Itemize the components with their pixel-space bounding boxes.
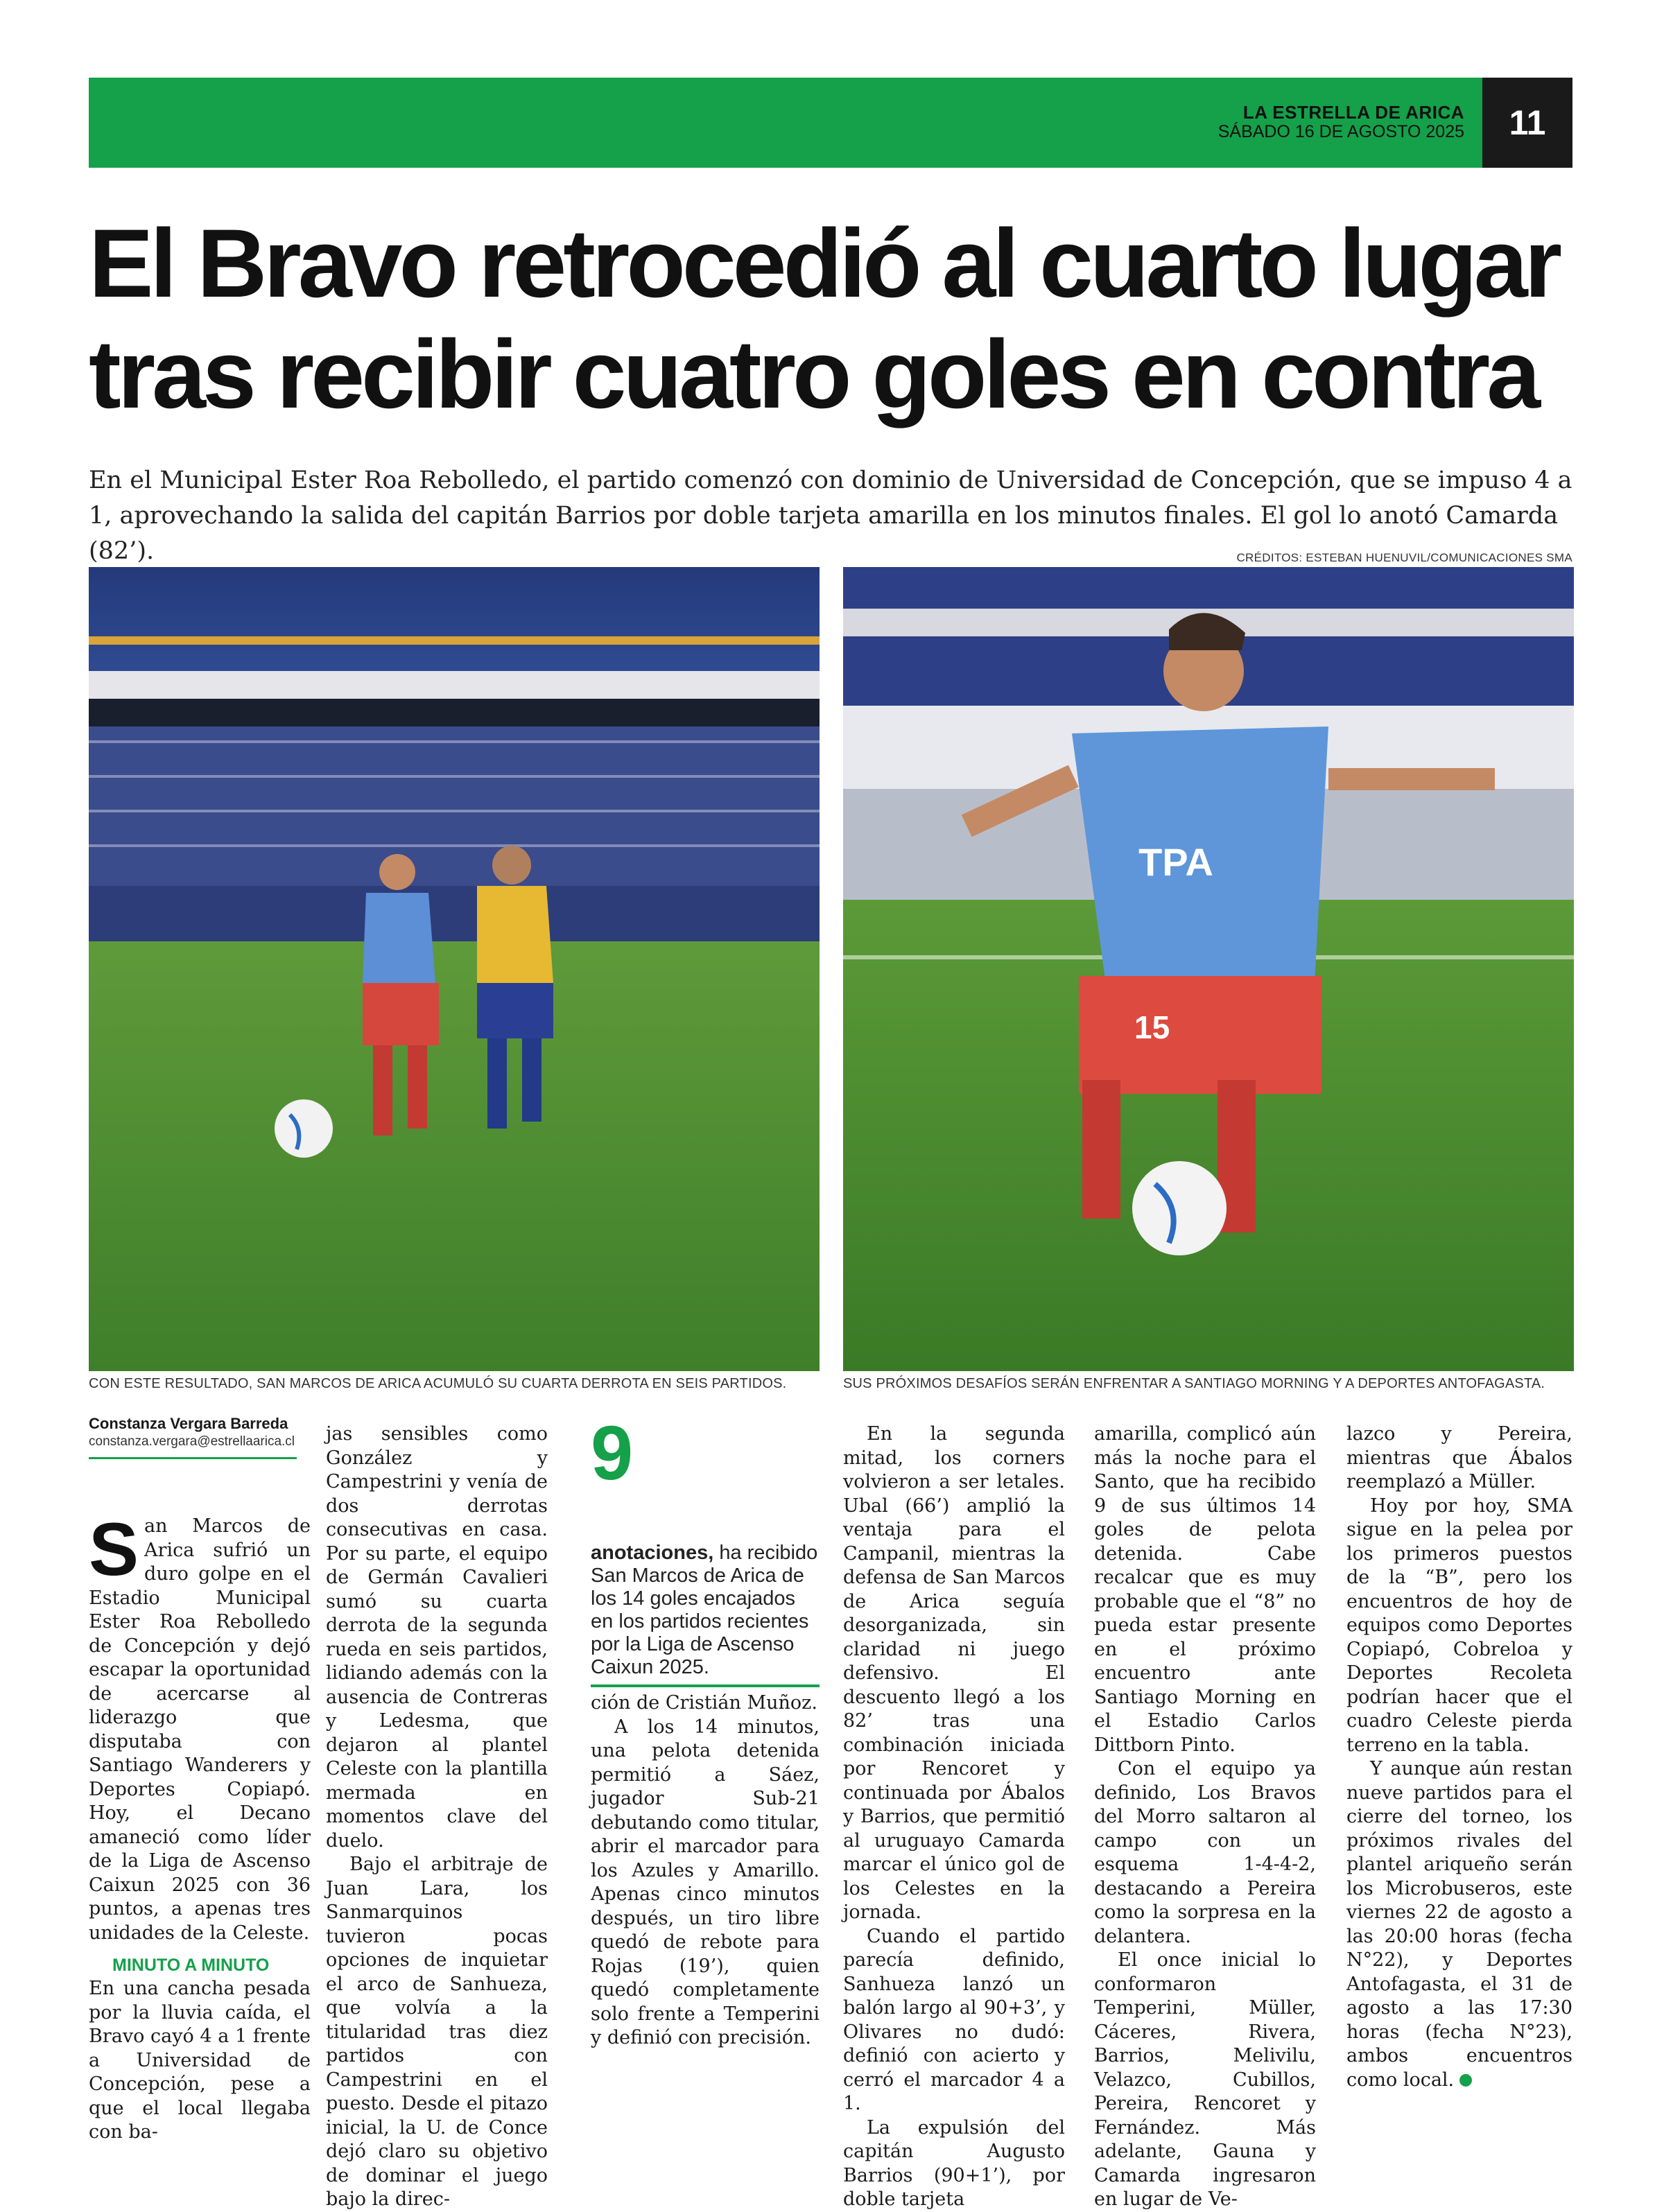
byline-rule	[89, 1457, 297, 1459]
paragraph-text: Y aunque aún restan nueve partidos para el cierre del torneo, los próximos rivales del plantel ariqueño serán los Microbuseros, este viernes 22 de agosto a las 20:00 horas (fecha N°22), y Deportes Antofagasta, el 31 de agosto a las 17:30 horas (fecha N°23), ambos encuentros como local.	[1346, 1758, 1572, 2091]
article-paragraph: Con el equipo ya definido, Los Bravos del Morro saltaron al campo con un esquema 1-4-4-2, destacando a Pereira como la sorpresa en la delantera.	[1094, 1758, 1316, 1947]
article-paragraph: Bajo el arbitraje de Juan Lara, los Sanmarquinos tuvieron pocas opciones de inquietar el arco de Sanhueza, que volvía a la titularidad tras diez partidos con Campestrini en el puesto. Desde el pitazo inicial, la U. de Conce dejó claro su objetivo de dominar el juego bajo la direc-	[326, 1854, 548, 2210]
article-paragraph: Cuando el partido parecía definido, Sanhueza lanzó un balón largo al 90+3’, y Olivares no dudó: definió con acierto y cerró el marcador 4 a 1.	[843, 1925, 1065, 2114]
author-name: Constanza Vergara Barreda	[89, 1415, 288, 1432]
stat-description: ha recibido San Marcos de Arica de los 14 goles encajados en los partidos recientes por la Liga de Ascenso Caixun 2025.	[591, 1542, 818, 1678]
stat-callout	[591, 1411, 820, 1687]
article-column-6	[1346, 1422, 1572, 2092]
paragraph-text: an Marcos de Arica sufrió un duro golpe en el Estadio Municipal Ester Roa Rebolledo de Concepción y dejó escapar la oportunidad de acercarse al liderazgo que disputaba con Santiago Wanderers y Deportes Copiapó. Hoy, el Decano amaneció como líder de la Liga de Ascenso Caixun 2025 con 36 puntos, a apenas tres unidades de la Celeste.	[89, 1515, 311, 1944]
deck-summary: En el Municipal Ester Roa Rebolledo, el partido comenzó con dominio de Universidad de Concepción, que se impuso 4 a 1, aprovechando la salida del capitán Barrios por doble tarjeta amarilla en los minutos finales. El gol lo anotó Camarda (82’).	[89, 467, 1572, 565]
paper-name: LA ESTRELLA DE ARICA	[1242, 102, 1464, 123]
article-column-1	[89, 1507, 311, 2145]
byline	[89, 1414, 305, 1459]
stat-number: 9	[591, 1411, 634, 1496]
photo-player-kick	[843, 567, 1574, 1371]
article-paragraph	[89, 1507, 311, 1945]
article-paragraph: jas sensibles como González y Campestrini y venía de dos derrotas consecutivas en casa. Por su parte, el equipo de Germán Cavalieri sumó su cuarta derrota de la segunda rueda en seis partidos, lidiando además con la ausencia de Contreras y Ledesma, que dejaron al plantel Celeste con la plantilla mermada en momentos clave del duelo.	[326, 1423, 548, 1852]
article-column-3	[591, 1691, 820, 2050]
headline-line-1: El Bravo retrocedió al cuarto lugar	[89, 209, 1559, 317]
photo-match-action	[89, 567, 820, 1371]
headline-line-2: tras recibir cuatro goles en contra	[89, 320, 1538, 428]
photo-caption-left: CON ESTE RESULTADO, SAN MARCOS DE ARICA ACUMULÓ SU CUARTA DERROTA EN SEIS PARTIDOS.	[89, 1376, 787, 1391]
article-paragraph: ción de Cristián Muñoz.	[591, 1692, 817, 1714]
stat-text	[591, 1542, 820, 1679]
article-paragraph: En una cancha pesada por la lluvia caída, el Bravo cayó 4 a 1 frente a Universidad de Concepción, pese a que el local llegaba con ba-	[89, 1978, 311, 2143]
headline	[89, 208, 1579, 430]
article-paragraph: Hoy por hoy, SMA sigue en la pelea por los primeros puestos de la “B”, pero los encuentros de hoy de equipos como Deportes Copiapó, Cobreloa y Deportes Recoleta podrían hacer que el cuadro Celeste pierda terreno en la tabla.	[1346, 1495, 1572, 1756]
article-paragraph: En la segunda mitad, los corners volvieron a ser letales. Ubal (66’) amplió la ventaja para el Campanil, mientras la defensa de San Marcos de Arica seguía desorganizada, sin claridad ni juego defensivo. El descuento llegó a los 82’ tras una combinación iniciada por Rencoret y continuada por Ábalos y Barrios, que permitió al uruguayo Camarda marcar el único gol de los Celestes en la jornada.	[843, 1423, 1065, 1923]
stat-rule	[591, 1684, 820, 1687]
issue-date: SÁBADO 16 DE AGOSTO 2025	[1217, 122, 1464, 141]
article-column-4	[843, 1422, 1065, 2212]
article-paragraph: A los 14 minutos, una pelota detenida permitió a Sáez, jugador Sub-21 debutando como titular, abrir el marcador para los Azules y Amarillo. Apenas cinco minutos después, un tiro libre quedó de rebote para Rojas (19’), quien quedó completamente solo frente a Temperini y definió con precisión.	[591, 1716, 820, 2048]
article-column-5	[1094, 1422, 1316, 2212]
page-number: 11	[1482, 78, 1572, 168]
article-paragraph: La expulsión del capitán Augusto Barrios (90+1’), por doble tarjeta	[843, 2116, 1065, 2210]
article-paragraph: lazco y Pereira, mientras que Ábalos reemplazó a Müller.	[1346, 1423, 1572, 1492]
end-mark-icon	[1459, 2074, 1472, 2087]
article-paragraph: El once inicial lo conformaron Temperini, Müller, Cáceres, Rivera, Barrios, Melivilu, Velazco, Cubillos, Pereira, Rencoret y Fernández. Más adelante, Gauna y Camarda ingresaron en lugar de Ve-	[1094, 1949, 1316, 2210]
article-paragraph: amarilla, complicó aún más la noche para el Santo, que ha recibido 9 de sus últimos 14 goles de pelota detenida. Cabe recalcar que es muy probable que el “8” no pueda estar presente en el próximo encuentro ante Santiago Morning en el Estadio Carlos Dittborn Pinto.	[1094, 1423, 1316, 1756]
article-column-2	[326, 1422, 548, 2212]
header-bar	[89, 78, 1482, 168]
photo-credits: CRÉDITOS: ESTEBAN HUENUVIL/COMUNICACIONES SMA	[1236, 551, 1572, 564]
masthead	[1218, 103, 1464, 141]
photo-caption-right: SUS PRÓXIMOS DESAFÍOS SERÁN ENFRENTAR A SANTIAGO MORNING Y A DEPORTES ANTOFAGASTA.	[843, 1376, 1545, 1391]
jersey-number: 15	[1134, 1009, 1170, 1045]
author-email[interactable]: constanza.vergara@estrellaarica.cl	[89, 1434, 295, 1449]
subhead-minute-by-minute: MINUTO A MINUTO	[112, 1956, 270, 1975]
article-paragraph	[1346, 1757, 1572, 2092]
stat-bold: anotaciones,	[591, 1542, 714, 1564]
drop-cap: S	[89, 1507, 139, 1591]
jersey-sponsor: TPA	[1138, 840, 1213, 884]
